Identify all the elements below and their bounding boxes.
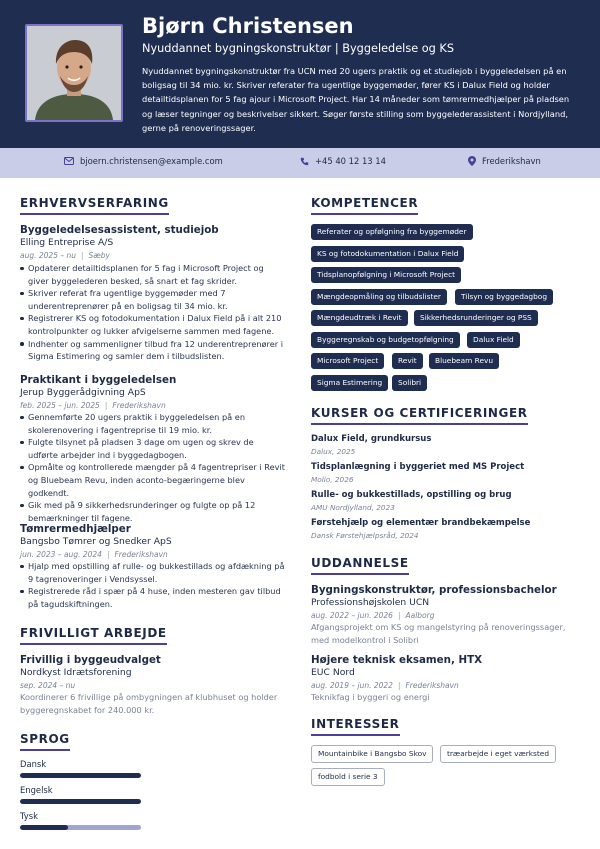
interest-tag: træarbejde i eget værksted [440, 745, 556, 763]
education-location: Aalborg [405, 611, 435, 620]
job-bullet: Hjalp med opstilling af rulle- og bukkestillads og afdækning på 9 tagrenoveringer i Vendsyssel. [20, 560, 286, 585]
job-bullet: Opmålte og kontrollerede mængder på 4 fagentrepriser i Revit og Bluebeam Revu, inden aconto-begæringerne blev godkendt. [20, 461, 286, 499]
skill-tag: Mængdeudtræk i Revit [311, 310, 408, 326]
language-level-fill [20, 825, 68, 830]
section-title-interests: INTERESSER [311, 717, 400, 736]
profile-summary: Nyuddannet bygningskonstruktør fra UCN med 20 ugers praktik og et studiejob i byggeledelsen på en boligsag til 34 mio. kr. Skriver referater fra ugentlige byggemøder, fører KS i Dalux Field og holder detailtidsplanen for 5 fag ajour i Microsoft Project. Har 14 måneder som tømrermedhjælper på pladsen og læser tegninger og beskrivelser sikkert. Søger første stilling som byggelederassistent i Nordjylland, gerne på renoveringssager. [142, 66, 570, 133]
job-bullets [20, 262, 286, 363]
profile-photo-image [27, 26, 121, 120]
job-dates: feb. 2025 – jun. 2025 [20, 401, 100, 410]
education-title: Højere teknisk eksamen, HTX [311, 654, 483, 666]
job-location: Sæby [88, 251, 110, 260]
job-bullets [20, 560, 286, 610]
job-bullet: Registrerer KS og fotodokumentation i Dalux Field på i alt 210 kontrolpunkter og lukker afvigelserne sammen med fagene. [20, 312, 286, 337]
contact-bar [0, 148, 600, 178]
section-title-courses: KURSER OG CERTIFICERINGER [311, 406, 528, 425]
course-meta: AMU Nordjylland, 2023 [311, 503, 395, 512]
education-description: Teknikfag i byggeri og energi [311, 692, 430, 702]
volunteer-dates: sep. 2024 – nu [20, 681, 76, 690]
interest-tag: fodbold i serie 3 [311, 768, 385, 786]
header [0, 0, 600, 148]
job-company: Jerup Byggerådgivning ApS [20, 387, 146, 398]
education-title: Bygningskonstruktør, professionsbachelor [311, 584, 557, 596]
section-title-experience: ERHVERVSERFARING [20, 196, 169, 215]
education-meta: aug. 2019 – jun. 2022 | Frederikshavn [311, 681, 459, 690]
job-company: Bangsbo Tømrer og Snedker ApS [20, 536, 172, 547]
language-name: Dansk [20, 759, 47, 769]
contact-email[interactable] [64, 156, 223, 166]
skill-tag: Dalux Field [467, 332, 520, 348]
candidate-headline: Nyuddannet bygningskonstruktør | Byggeledelse og KS [142, 42, 454, 55]
section-title-skills: KOMPETENCER [311, 196, 418, 215]
volunteer-org: Nordkyst Idrætsforening [20, 667, 132, 678]
job-meta: feb. 2025 – jun. 2025 | Frederikshavn [20, 401, 166, 410]
course-meta: Dalux, 2025 [311, 447, 356, 456]
volunteer-title: Frivillig i byggeudvalget [20, 654, 161, 666]
job-location: Frederikshavn [112, 401, 166, 410]
contact-phone[interactable] [300, 156, 386, 166]
language-level-bar [20, 773, 141, 778]
interest-tag: Mountainbike i Bangsbo Skov [311, 745, 433, 763]
section-title-education: UDDANNELSE [311, 556, 409, 575]
job-meta: aug. 2025 – nu | Sæby [20, 251, 110, 260]
job-meta: jun. 2023 – aug. 2024 | Frederikshavn [20, 550, 168, 559]
candidate-name: Bjørn Christensen [142, 14, 354, 38]
mail-icon [64, 157, 74, 165]
education-school: EUC Nord [311, 667, 355, 678]
education-meta: aug. 2022 – jun. 2026 | Aalborg [311, 611, 435, 620]
language-level-bar [20, 799, 141, 804]
language-name: Tysk [20, 811, 38, 821]
skill-tag: Bluebeam Revu [429, 353, 499, 369]
skill-tag: Revit [392, 353, 423, 369]
job-bullet: Gennemførte 20 ugers praktik i byggeledelsen på en skolerenovering i fagentreprise til 19 mio. kr. [20, 411, 286, 436]
education-dates: aug. 2019 – jun. 2022 [311, 681, 393, 690]
skill-tag: Sikkerhedsrunderinger og PSS [414, 310, 538, 326]
course-title: Rulle- og bukkestillads, opstilling og brug [311, 490, 512, 500]
education-location: Frederikshavn [405, 681, 459, 690]
course-title: Dalux Field, grundkursus [311, 434, 432, 444]
course-title: Tidsplanlægning i byggeriet med MS Project [311, 462, 525, 472]
job-bullet: Indhenter og sammenligner tilbud fra 12 underentreprenører i Sigma Estimering og samler dem i tilbudslisten. [20, 338, 286, 363]
section-title-volunteer: FRIVILLIGT ARBEJDE [20, 626, 167, 645]
skill-tag: Tidsplanopfølgning i Microsoft Project [311, 267, 461, 283]
skill-tag: KS og fotodokumentation i Dalux Field [311, 246, 464, 262]
contact-location [468, 156, 541, 166]
contact-location-text: Frederikshavn [482, 156, 541, 166]
section-title-languages: SPROG [20, 732, 70, 751]
skill-tag: Mængdeopmåling og tilbudslister [311, 289, 447, 305]
language-level-fill [20, 799, 141, 804]
skill-tag: Sigma Estimering [311, 375, 388, 391]
job-dates: jun. 2023 – aug. 2024 [20, 550, 102, 559]
language-name: Engelsk [20, 785, 53, 795]
job-bullet: Opdaterer detailtidsplanen for 5 fag i Microsoft Project og giver byggelederen besked, så snart et fag skrider. [20, 262, 286, 287]
job-bullets [20, 411, 286, 524]
job-bullet: Fulgte tilsynet på pladsen 3 dage om ugen og skrev de udførte arbejder ind i byggedagbogen. [20, 436, 286, 461]
job-location: Frederikshavn [114, 550, 168, 559]
profile-photo [25, 24, 123, 122]
course-meta: Molio, 2026 [311, 475, 354, 484]
contact-phone-text: +45 40 12 13 14 [315, 156, 386, 166]
job-title: Praktikant i byggeledelsen [20, 374, 177, 386]
education-school: Professionshøjskolen UCN [311, 597, 430, 608]
job-title: Tømrermedhjælper [20, 523, 131, 535]
job-bullet: Skriver referat fra ugentlige byggemøder med 7 underentreprenører på en boligsag til 34 mio. kr. [20, 287, 286, 312]
job-bullet: Gik med på 9 sikkerhedsrunderinger og fulgte op på 12 bemærkninger til fagene. [20, 499, 286, 524]
skill-tag: Referater og opfølgning fra byggemøder [311, 224, 473, 240]
job-title: Byggeledelsesassistent, studiejob [20, 224, 219, 236]
course-meta: Dansk Førstehjælpsråd, 2024 [311, 531, 419, 540]
job-company: Elling Entreprise A/S [20, 237, 114, 248]
language-level-bar [20, 825, 141, 830]
skill-tag: Byggeregnskab og budgetopfølgning [311, 332, 460, 348]
education-dates: aug. 2022 – jun. 2026 [311, 611, 393, 620]
skill-tag: Microsoft Project [311, 353, 384, 369]
course-title: Førstehjælp og elementær brandbekæmpelse [311, 518, 531, 528]
location-pin-icon [468, 156, 476, 166]
skill-tag: Solibri [392, 375, 427, 391]
skill-tag: Tilsyn og byggedagbog [455, 289, 553, 305]
phone-icon [300, 157, 309, 166]
education-description: Afgangsprojekt om KS og mangelstyring på renoveringssager, med modelkontrol i Solibri [311, 622, 566, 645]
job-dates: aug. 2025 – nu [20, 251, 76, 260]
contact-email-text: bjoern.christensen@example.com [80, 156, 223, 166]
language-level-fill [20, 773, 141, 778]
volunteer-description: Koordinerer 6 frivillige på ombygningen af klubhuset og holder byggeregnskabet for 240.000 kr. [20, 692, 278, 715]
job-bullet: Registrerede råd i spær på 4 huse, inden mesteren gav tilbud på tagudskiftningen. [20, 585, 286, 610]
